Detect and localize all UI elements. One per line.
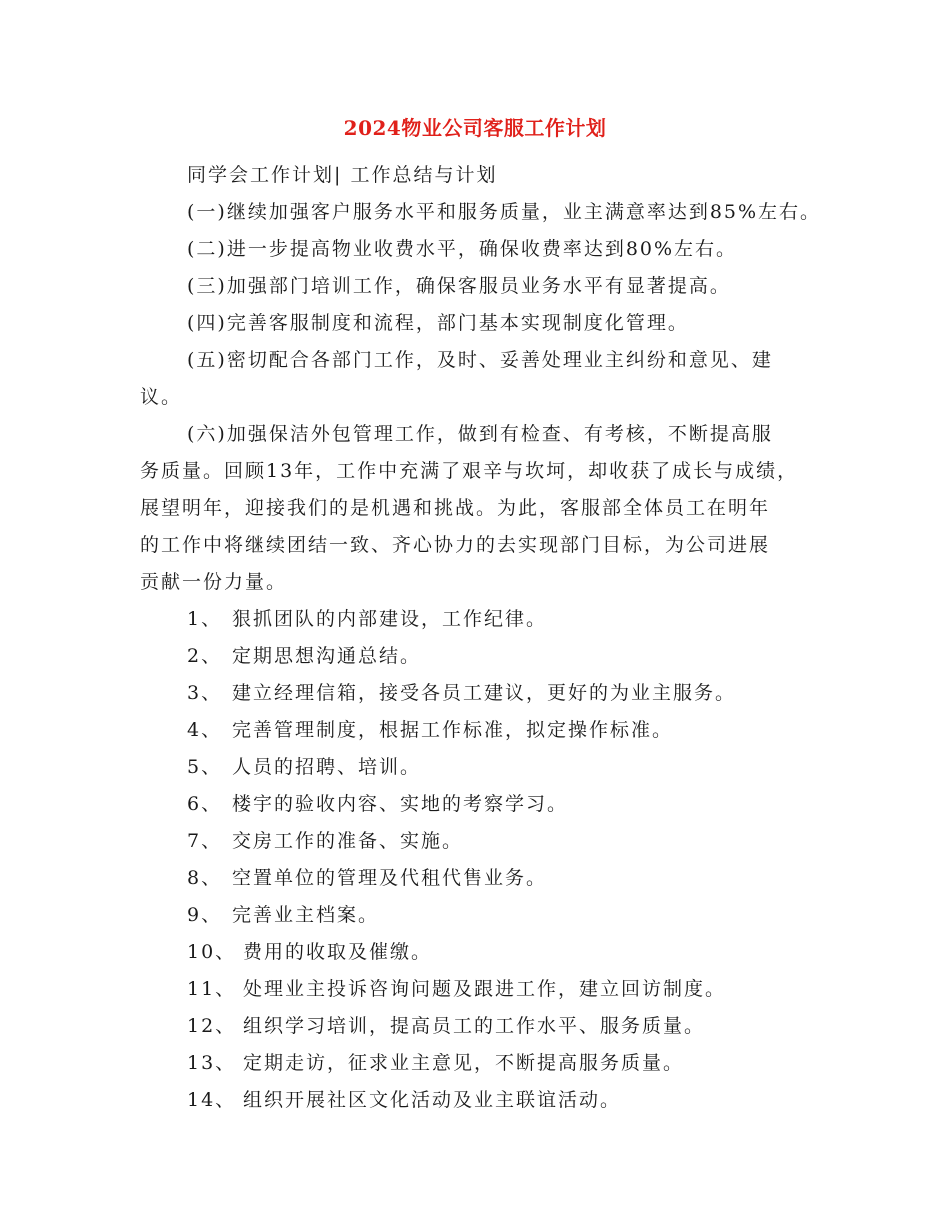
task-text: 定期思想沟通总结。 <box>232 645 422 667</box>
task-text: 楼宇的验收内容、实地的考察学习。 <box>232 793 569 815</box>
task-text: 费用的收取及催缴。 <box>243 941 433 963</box>
task-text: 交房工作的准备、实施。 <box>232 830 464 852</box>
task-item <box>140 897 840 934</box>
task-number: 3、 <box>187 682 223 704</box>
document-title: 2024物业公司客服工作计划 <box>343 116 607 140</box>
task-text: 人员的招聘、培训。 <box>232 756 422 778</box>
task-item <box>140 786 840 823</box>
goal-6-line-3: 展望明年，迎接我们的是机遇和挑战。为此，客服部全体员工在明年 <box>140 497 771 519</box>
task-number: 10、 <box>187 941 237 963</box>
task-item <box>140 675 840 712</box>
task-item <box>140 638 840 675</box>
task-item <box>140 1045 840 1082</box>
task-item <box>140 934 840 971</box>
goal-2: (二)进一步提高物业收费水平，确保收费率达到80%左右。 <box>187 238 738 260</box>
task-number: 4、 <box>187 719 223 741</box>
task-text: 建立经理信箱，接受各员工建议，更好的为业主服务。 <box>232 682 737 704</box>
goal-6-line-1: (六)加强保洁外包管理工作，做到有检查、有考核，不断提高服 <box>187 423 773 445</box>
task-number: 9、 <box>187 904 223 926</box>
goal-1: (一)继续加强客户服务水平和服务质量，业主满意率达到85%左右。 <box>187 201 822 223</box>
goal-6-line-4: 的工作中将继续团结一致、齐心协力的去实现部门目标，为公司进展 <box>140 534 771 556</box>
task-item <box>140 823 840 860</box>
task-number: 2、 <box>187 645 223 667</box>
task-number: 1、 <box>187 608 223 630</box>
task-text: 完善业主档案。 <box>232 904 380 926</box>
goal-3: (三)加强部门培训工作，确保客服员业务水平有显著提高。 <box>187 275 731 297</box>
subtitle-line: 同学会工作计划| 工作总结与计划 <box>187 164 498 186</box>
goal-4: (四)完善客服制度和流程，部门基本实现制度化管理。 <box>187 312 689 334</box>
task-text: 狠抓团队的内部建设，工作纪律。 <box>232 608 548 630</box>
task-item <box>140 1082 840 1119</box>
goal-6-line-5: 贡献一份力量。 <box>140 571 288 593</box>
goal-5-line-2: 议。 <box>140 386 183 408</box>
goal-6-line-2: 务质量。回顾13年，工作中充满了艰辛与坎坷，却收获了成长与成绩， <box>140 460 799 482</box>
task-text: 定期走访，征求业主意见，不断提高服务质量。 <box>243 1052 685 1074</box>
task-number: 6、 <box>187 793 223 815</box>
task-item <box>140 1008 840 1045</box>
task-text: 组织开展社区文化活动及业主联谊活动。 <box>243 1089 622 1111</box>
task-text: 组织学习培训，提高员工的工作水平、服务质量。 <box>243 1015 706 1037</box>
task-text: 完善管理制度，根据工作标准，拟定操作标准。 <box>232 719 674 741</box>
task-number: 8、 <box>187 867 223 889</box>
task-item <box>140 601 840 638</box>
goal-5-line-1: (五)密切配合各部门工作，及时、妥善处理业主纠纷和意见、建 <box>187 349 773 371</box>
task-number: 13、 <box>187 1052 237 1074</box>
task-item <box>140 860 840 897</box>
task-item <box>140 712 840 749</box>
task-text: 处理业主投诉咨询问题及跟进工作，建立回访制度。 <box>243 978 727 1000</box>
task-number: 12、 <box>187 1015 237 1037</box>
task-number: 5、 <box>187 756 223 778</box>
task-number: 7、 <box>187 830 223 852</box>
task-item <box>140 749 840 786</box>
task-number: 11、 <box>187 978 237 1000</box>
task-number: 14、 <box>187 1089 237 1111</box>
document-body <box>140 157 840 1119</box>
task-item <box>140 971 840 1008</box>
task-text: 空置单位的管理及代租代售业务。 <box>232 867 548 889</box>
